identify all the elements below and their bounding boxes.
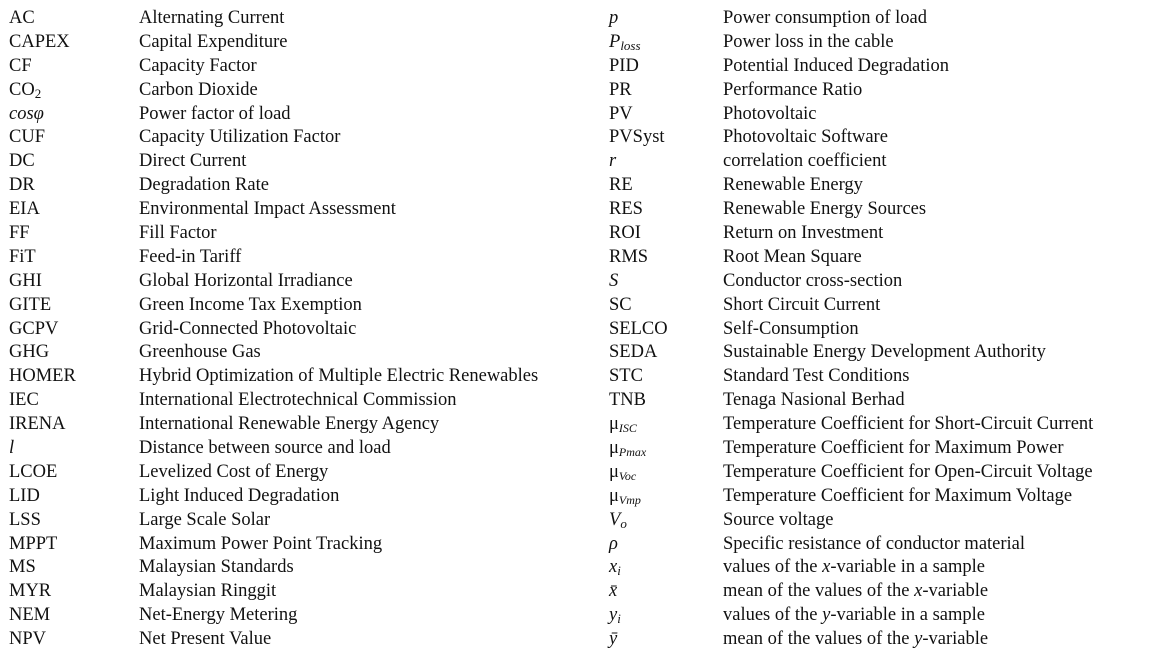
glossary-row — [609, 461, 1093, 485]
abbreviation: GHI — [9, 270, 42, 291]
abbreviation-main: μ — [609, 414, 619, 435]
abbreviation-subscript: i — [617, 563, 621, 579]
abbreviation-main: y — [609, 605, 618, 626]
definition: Temperature Coefficient for Maximum Power — [723, 438, 1064, 459]
abbreviation-main: V — [609, 509, 621, 530]
glossary-row — [609, 365, 1093, 389]
abbreviation-subscript: i — [617, 611, 621, 627]
abbreviation — [609, 556, 723, 580]
glossary-row — [9, 55, 538, 79]
abbreviation-main: CO — [9, 79, 35, 100]
definition-text: mean of the values of the — [723, 629, 915, 650]
glossary-row — [609, 437, 1093, 461]
abbreviation-subscript: Voc — [618, 468, 637, 483]
definition: Direct Current — [139, 151, 247, 172]
definition: Large Scale Solar — [139, 509, 271, 530]
definition-variable: y — [822, 605, 831, 626]
abbreviation: MPPT — [9, 533, 58, 554]
definition — [723, 580, 988, 604]
abbreviation: DC — [9, 151, 35, 172]
glossary-row — [9, 318, 538, 342]
glossary-row — [609, 246, 1093, 270]
glossary-row — [9, 31, 538, 55]
abbreviation-subscript: Pmax — [618, 445, 647, 460]
definition: Power consumption of load — [723, 8, 927, 28]
glossary-row — [609, 55, 1093, 79]
abbreviation: EIA — [9, 199, 40, 220]
definition-text: -variable in a sample — [830, 557, 985, 578]
definition: Renewable Energy Sources — [723, 199, 927, 220]
definition-text: values of the — [723, 605, 823, 626]
abbreviation: FiT — [9, 246, 36, 267]
glossary-row — [9, 365, 538, 389]
abbreviation — [609, 604, 723, 628]
glossary-row — [9, 556, 538, 580]
definition: Feed-in Tariff — [139, 246, 242, 267]
abbreviation-main: μ — [609, 438, 619, 459]
definition: Greenhouse Gas — [139, 342, 261, 363]
definition: Temperature Coefficient for Short-Circuit Current — [723, 414, 1094, 435]
abbreviation-subscript: ISC — [618, 421, 637, 436]
abbreviation: GCPV — [9, 318, 59, 339]
glossary-row — [609, 270, 1093, 294]
definition: Performance Ratio — [723, 79, 863, 100]
definition: Global Horizontal Irradiance — [139, 270, 353, 291]
abbreviation: GITE — [9, 294, 52, 315]
definition-text: mean of the values of the — [723, 581, 915, 602]
abbreviation: SEDA — [609, 342, 658, 363]
glossary-row — [609, 485, 1093, 509]
glossary-row — [9, 103, 538, 127]
definition: Green Income Tax Exemption — [139, 294, 362, 315]
abbreviation: l — [9, 438, 15, 459]
glossary-row — [9, 79, 538, 103]
glossary-row — [609, 318, 1093, 342]
definition: Degradation Rate — [139, 175, 269, 196]
definition: Photovoltaic — [723, 103, 817, 124]
abbreviation-subscript: loss — [620, 37, 641, 53]
abbreviation — [609, 413, 723, 437]
abbreviation: LCOE — [9, 461, 58, 482]
abbreviation-subscript: Vmp — [618, 492, 641, 507]
abbreviation: MYR — [9, 581, 52, 602]
definition: Root Mean Square — [723, 246, 862, 267]
glossary-row — [609, 103, 1093, 127]
abbreviation: ROI — [609, 223, 641, 244]
abbreviation: SC — [609, 294, 632, 315]
definition: correlation coefficient — [723, 151, 887, 172]
glossary-row — [9, 270, 538, 294]
abbreviation: AC — [9, 8, 35, 28]
definition: Net-Energy Metering — [139, 605, 298, 626]
glossary-row — [9, 222, 538, 246]
abbreviation: CUF — [9, 127, 45, 148]
glossary-row — [609, 604, 1093, 628]
abbreviation: GHG — [9, 342, 50, 363]
definition: Power factor of load — [139, 103, 291, 124]
definition: Carbon Dioxide — [139, 79, 258, 100]
abbreviation-main: μ — [609, 461, 619, 482]
definition: Environmental Impact Assessment — [139, 199, 396, 220]
definition: International Electrotechnical Commission — [139, 390, 457, 411]
abbreviation: MS — [9, 557, 36, 578]
glossary-row — [609, 79, 1093, 103]
definition-variable: y — [914, 629, 923, 650]
glossary-row — [9, 246, 538, 270]
glossary-row — [9, 174, 538, 198]
glossary-row — [609, 533, 1093, 557]
abbreviation: SELCO — [609, 318, 668, 339]
abbreviation — [609, 509, 723, 533]
glossary-row — [609, 509, 1093, 533]
glossary-row — [9, 461, 538, 485]
glossary-row — [9, 341, 538, 365]
abbreviation: NEM — [9, 605, 51, 626]
definition: Distance between source and load — [139, 438, 391, 459]
abbreviation — [9, 79, 139, 103]
glossary-row — [609, 294, 1093, 318]
glossary-row — [9, 413, 538, 437]
abbreviation: NPV — [9, 629, 47, 650]
abbreviation: ȳ — [609, 629, 618, 650]
abbreviation — [609, 437, 723, 461]
abbreviation: RES — [609, 199, 643, 220]
definition: Levelized Cost of Energy — [139, 461, 329, 482]
abbreviation: cosφ — [9, 103, 44, 124]
definition: Photovoltaic Software — [723, 127, 888, 148]
abbreviation — [609, 31, 723, 55]
definition: Short Circuit Current — [723, 294, 881, 315]
glossary-row — [9, 198, 538, 222]
definition-text: -variable — [922, 581, 989, 602]
definition: Potential Induced Degradation — [723, 55, 950, 76]
definition: Conductor cross-section — [723, 270, 903, 291]
abbreviation: LSS — [9, 509, 41, 530]
glossary-row — [609, 389, 1093, 413]
glossary-row — [9, 126, 538, 150]
glossary-row — [9, 580, 538, 604]
abbreviation: TNB — [609, 390, 646, 411]
glossary-row — [9, 294, 538, 318]
definition: Net Present Value — [139, 629, 272, 650]
definition-variable: x — [914, 581, 923, 602]
abbreviation-subscript: o — [620, 515, 627, 531]
abbreviation-main: x — [609, 557, 618, 578]
definition: Self-Consumption — [723, 318, 859, 339]
definition: Tenaga Nasional Berhad — [723, 390, 905, 411]
glossary-row — [9, 437, 538, 461]
abbreviation: p — [609, 8, 619, 28]
abbreviation: ρ — [609, 533, 618, 554]
abbreviation: PID — [609, 55, 639, 76]
glossary-row — [609, 628, 1093, 652]
glossary-row — [609, 222, 1093, 246]
abbreviation: PVSyst — [609, 127, 665, 148]
glossary-row — [9, 604, 538, 628]
glossary-row — [9, 509, 538, 533]
abbreviation: RMS — [609, 246, 649, 267]
definition: Fill Factor — [139, 223, 217, 244]
abbreviation-main: P — [609, 31, 621, 52]
abbreviation-subscript: 2 — [34, 85, 42, 101]
glossary-row — [609, 150, 1093, 174]
definition-text: values of the — [723, 557, 823, 578]
definition: Capacity Utilization Factor — [139, 127, 341, 148]
definition-variable: x — [822, 557, 831, 578]
abbreviation: CF — [9, 55, 32, 76]
definition: Grid-Connected Photovoltaic — [139, 318, 357, 339]
abbreviation: PR — [609, 79, 632, 100]
glossary-row — [609, 31, 1093, 55]
glossary-row — [9, 628, 538, 652]
abbreviation: FF — [9, 223, 30, 244]
abbreviation: CAPEX — [9, 31, 70, 52]
abbreviation: STC — [609, 366, 643, 387]
glossary-row — [9, 533, 538, 557]
abbreviation: LID — [9, 485, 40, 506]
abbreviation: IRENA — [9, 414, 66, 435]
definition: Capacity Factor — [139, 55, 257, 76]
definition: Source voltage — [723, 509, 834, 530]
abbreviation: S — [609, 270, 619, 291]
definition — [723, 628, 988, 652]
definition: Specific resistance of conductor material — [723, 533, 1026, 554]
definition: Hybrid Optimization of Multiple Electric Renewables — [139, 366, 539, 387]
glossary-row — [609, 413, 1093, 437]
definition: Temperature Coefficient for Open-Circuit Voltage — [723, 461, 1093, 482]
glossary-row — [609, 556, 1093, 580]
abbreviation-main: μ — [609, 485, 619, 506]
definition: Malaysian Ringgit — [139, 581, 277, 602]
definition: Temperature Coefficient for Maximum Voltage — [723, 485, 1073, 506]
definition: Renewable Energy — [723, 175, 863, 196]
glossary-row — [609, 198, 1093, 222]
abbreviation — [609, 461, 723, 485]
glossary-row — [609, 341, 1093, 365]
definition: Light Induced Degradation — [139, 485, 340, 506]
definition: Malaysian Standards — [139, 557, 294, 578]
abbreviation: RE — [609, 175, 633, 196]
glossary-column-right — [609, 7, 1093, 652]
abbreviation — [609, 485, 723, 509]
abbreviation: x̄ — [609, 581, 618, 602]
definition: Power loss in the cable — [723, 31, 894, 52]
definition-text: -variable — [922, 629, 989, 650]
abbreviation: IEC — [9, 390, 39, 411]
definition: Standard Test Conditions — [723, 366, 910, 387]
definition: International Renewable Energy Agency — [139, 414, 440, 435]
definition: Alternating Current — [139, 8, 285, 28]
definition — [723, 604, 985, 628]
definition: Capital Expenditure — [139, 31, 288, 52]
definition — [723, 556, 985, 580]
glossary-row — [9, 7, 538, 31]
glossary-row — [9, 389, 538, 413]
glossary-column-left — [9, 7, 538, 652]
glossary-row — [609, 126, 1093, 150]
abbreviation: r — [609, 151, 617, 172]
definition: Sustainable Energy Development Authority — [723, 342, 1046, 363]
abbreviation: PV — [609, 103, 633, 124]
definition-text: -variable in a sample — [830, 605, 985, 626]
definition: Return on Investment — [723, 223, 884, 244]
definition: Maximum Power Point Tracking — [139, 533, 383, 554]
glossary-row — [9, 485, 538, 509]
glossary-row — [609, 174, 1093, 198]
abbreviation: HOMER — [9, 366, 76, 387]
glossary-row — [609, 7, 1093, 31]
glossary-row — [9, 150, 538, 174]
glossary-row — [609, 580, 1093, 604]
abbreviation: DR — [9, 175, 35, 196]
